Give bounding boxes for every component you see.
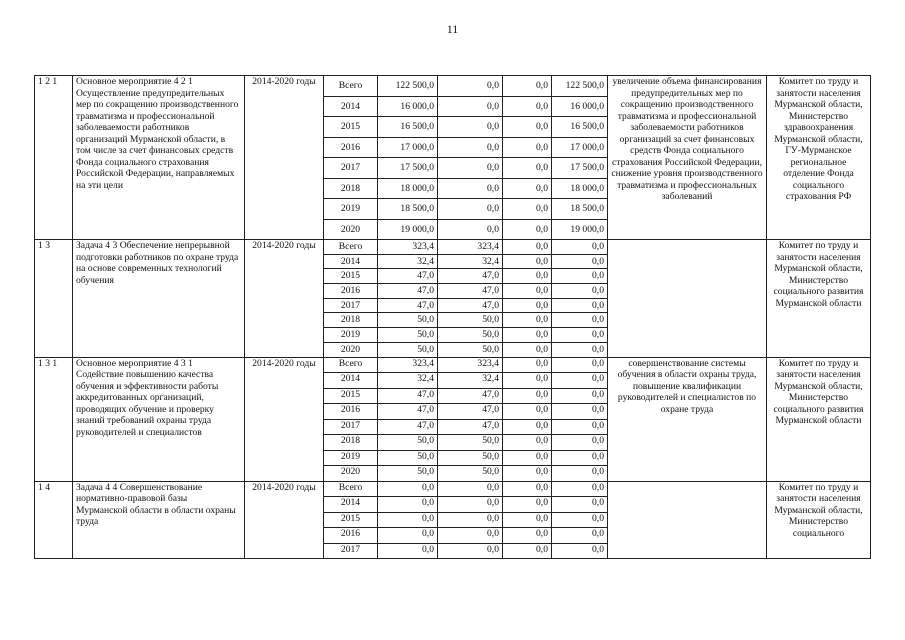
value-other: 0,0 bbox=[552, 298, 608, 313]
value-regional: 47,0 bbox=[438, 298, 503, 313]
value-total: 32,4 bbox=[378, 254, 438, 269]
value-other: 0,0 bbox=[552, 269, 608, 284]
value-total: 17 000,0 bbox=[378, 137, 438, 158]
value-other: 0,0 bbox=[552, 543, 608, 559]
value-total: 47,0 bbox=[378, 284, 438, 299]
value-regional: 0,0 bbox=[438, 199, 503, 220]
year-cell: 2019 bbox=[324, 450, 378, 466]
year-cell: Всего bbox=[324, 76, 378, 97]
value-regional: 0,0 bbox=[438, 76, 503, 97]
value-regional: 0,0 bbox=[438, 543, 503, 559]
row-number: 1 3 1 bbox=[35, 357, 73, 481]
year-cell: 2018 bbox=[324, 435, 378, 451]
value-other: 0,0 bbox=[552, 357, 608, 373]
table-row bbox=[35, 76, 871, 97]
value-regional: 0,0 bbox=[438, 178, 503, 199]
year-cell: Всего bbox=[324, 481, 378, 497]
value-total: 47,0 bbox=[378, 419, 438, 435]
row-number: 1 2 1 bbox=[35, 76, 73, 240]
year-cell: 2016 bbox=[324, 137, 378, 158]
value-federal: 0,0 bbox=[503, 254, 552, 269]
value-regional: 32,4 bbox=[438, 254, 503, 269]
value-regional: 47,0 bbox=[438, 284, 503, 299]
value-regional: 47,0 bbox=[438, 269, 503, 284]
value-other: 16 000,0 bbox=[552, 96, 608, 117]
value-total: 50,0 bbox=[378, 466, 438, 482]
value-federal: 0,0 bbox=[503, 497, 552, 513]
value-total: 0,0 bbox=[378, 543, 438, 559]
value-other: 0,0 bbox=[552, 466, 608, 482]
year-cell: 2017 bbox=[324, 543, 378, 559]
value-federal: 0,0 bbox=[503, 96, 552, 117]
value-total: 17 500,0 bbox=[378, 158, 438, 179]
value-other: 0,0 bbox=[552, 450, 608, 466]
period-cell: 2014-2020 годы bbox=[245, 357, 324, 481]
value-total: 50,0 bbox=[378, 450, 438, 466]
year-cell: 2017 bbox=[324, 158, 378, 179]
year-cell: 2014 bbox=[324, 96, 378, 117]
value-other: 0,0 bbox=[552, 512, 608, 528]
value-total: 47,0 bbox=[378, 404, 438, 420]
year-cell: 2017 bbox=[324, 419, 378, 435]
value-other: 0,0 bbox=[552, 388, 608, 404]
value-total: 323,4 bbox=[378, 357, 438, 373]
value-federal: 0,0 bbox=[503, 284, 552, 299]
value-total: 122 500,0 bbox=[378, 76, 438, 97]
value-other: 0,0 bbox=[552, 342, 608, 357]
value-other: 122 500,0 bbox=[552, 76, 608, 97]
period-cell: 2014-2020 годы bbox=[245, 240, 324, 358]
value-regional: 47,0 bbox=[438, 419, 503, 435]
value-federal: 0,0 bbox=[503, 419, 552, 435]
value-total: 0,0 bbox=[378, 528, 438, 544]
value-regional: 0,0 bbox=[438, 512, 503, 528]
value-total: 47,0 bbox=[378, 298, 438, 313]
value-regional: 50,0 bbox=[438, 466, 503, 482]
year-cell: Всего bbox=[324, 240, 378, 255]
value-regional: 50,0 bbox=[438, 313, 503, 328]
executor-cell: Комитет по труду и занятости населения Мурманской области, Министерство социального развития Мурманской области bbox=[767, 240, 871, 358]
value-federal: 0,0 bbox=[503, 298, 552, 313]
executor-cell: Комитет по труду и занятости населения Мурманской области, Министерство здравоохранения Мурманской области, ГУ-Мурманское региональное отделение Фонда социального страхования РФ bbox=[767, 76, 871, 240]
value-federal: 0,0 bbox=[503, 178, 552, 199]
year-cell: 2014 bbox=[324, 373, 378, 389]
program-table bbox=[34, 75, 871, 559]
value-regional: 0,0 bbox=[438, 117, 503, 138]
executor-cell: Комитет по труду и занятости населения Мурманской области, Министерство социального bbox=[767, 481, 871, 559]
value-regional: 32,4 bbox=[438, 373, 503, 389]
year-cell: 2015 bbox=[324, 512, 378, 528]
value-total: 19 000,0 bbox=[378, 219, 438, 240]
value-federal: 0,0 bbox=[503, 435, 552, 451]
year-cell: 2018 bbox=[324, 313, 378, 328]
value-federal: 0,0 bbox=[503, 481, 552, 497]
value-total: 47,0 bbox=[378, 269, 438, 284]
row-number: 1 4 bbox=[35, 481, 73, 559]
measure-name: Задача 4 3 Обеспечение непрерывной подготовки работников по охране труда на основе современных технологий обучения bbox=[73, 240, 245, 358]
measure-name: Основное мероприятие 4 2 1 Осуществление предупредительных мер по сокращению производственного травматизма и профессиональной заболеваемости работников организаций Мурманской области, в том числе за счет финансовых средств Фонда социального страхования Российской Федерации, направляемых на эти цели bbox=[73, 76, 245, 240]
value-federal: 0,0 bbox=[503, 137, 552, 158]
value-federal: 0,0 bbox=[503, 543, 552, 559]
year-cell: 2016 bbox=[324, 284, 378, 299]
value-regional: 0,0 bbox=[438, 96, 503, 117]
value-other: 18 500,0 bbox=[552, 199, 608, 220]
value-other: 0,0 bbox=[552, 528, 608, 544]
value-regional: 0,0 bbox=[438, 158, 503, 179]
value-regional: 0,0 bbox=[438, 497, 503, 513]
value-total: 18 000,0 bbox=[378, 178, 438, 199]
value-regional: 47,0 bbox=[438, 404, 503, 420]
value-other: 0,0 bbox=[552, 254, 608, 269]
value-other: 0,0 bbox=[552, 435, 608, 451]
value-federal: 0,0 bbox=[503, 199, 552, 220]
value-total: 47,0 bbox=[378, 388, 438, 404]
value-total: 50,0 bbox=[378, 328, 438, 343]
value-total: 0,0 bbox=[378, 481, 438, 497]
year-cell: 2015 bbox=[324, 269, 378, 284]
value-federal: 0,0 bbox=[503, 388, 552, 404]
year-cell: 2019 bbox=[324, 328, 378, 343]
value-other: 0,0 bbox=[552, 497, 608, 513]
value-total: 323,4 bbox=[378, 240, 438, 255]
measure-name: Основное мероприятие 4 3 1 Содействие повышению качества обучения и эффективности работы аккредитованных организаций, проводящих обучение и проверку знаний требований охраны труда руководителей и специалистов bbox=[73, 357, 245, 481]
table-row bbox=[35, 240, 871, 255]
year-cell: Всего bbox=[324, 357, 378, 373]
value-other: 17 000,0 bbox=[552, 137, 608, 158]
value-other: 0,0 bbox=[552, 240, 608, 255]
value-regional: 0,0 bbox=[438, 528, 503, 544]
value-regional: 0,0 bbox=[438, 137, 503, 158]
value-regional: 50,0 bbox=[438, 342, 503, 357]
value-total: 50,0 bbox=[378, 435, 438, 451]
value-federal: 0,0 bbox=[503, 357, 552, 373]
value-other: 0,0 bbox=[552, 373, 608, 389]
year-cell: 2017 bbox=[324, 298, 378, 313]
expected-result: увеличение объема финансирования предупредительных мер по сокращению производственного травматизма и профессиональной заболеваемости работников организаций за счет финансовых средств Фонда социального страхования Российской Федерации, снижение уровня производственного травматизма и профессиональных заболеваний bbox=[608, 76, 767, 240]
value-regional: 0,0 bbox=[438, 219, 503, 240]
value-other: 18 000,0 bbox=[552, 178, 608, 199]
expected-result: совершенствование системы обучения в области охраны труда, повышение квалификации руководителей и специалистов по охране труда bbox=[608, 357, 767, 481]
value-regional: 323,4 bbox=[438, 357, 503, 373]
value-other: 16 500,0 bbox=[552, 117, 608, 138]
value-total: 50,0 bbox=[378, 313, 438, 328]
value-federal: 0,0 bbox=[503, 450, 552, 466]
year-cell: 2020 bbox=[324, 466, 378, 482]
year-cell: 2016 bbox=[324, 404, 378, 420]
year-cell: 2015 bbox=[324, 388, 378, 404]
period-cell: 2014-2020 годы bbox=[245, 76, 324, 240]
value-federal: 0,0 bbox=[503, 404, 552, 420]
row-number: 1 3 bbox=[35, 240, 73, 358]
value-total: 50,0 bbox=[378, 342, 438, 357]
period-cell: 2014-2020 годы bbox=[245, 481, 324, 559]
value-other: 0,0 bbox=[552, 284, 608, 299]
value-other: 0,0 bbox=[552, 419, 608, 435]
value-other: 0,0 bbox=[552, 328, 608, 343]
value-total: 18 500,0 bbox=[378, 199, 438, 220]
value-federal: 0,0 bbox=[503, 512, 552, 528]
value-regional: 323,4 bbox=[438, 240, 503, 255]
value-federal: 0,0 bbox=[503, 466, 552, 482]
measure-name: Задача 4 4 Совершенствование нормативно-правовой базы Мурманской области в области охраны труда bbox=[73, 481, 245, 559]
value-other: 0,0 bbox=[552, 481, 608, 497]
value-regional: 50,0 bbox=[438, 328, 503, 343]
value-regional: 50,0 bbox=[438, 450, 503, 466]
value-regional: 50,0 bbox=[438, 435, 503, 451]
value-total: 0,0 bbox=[378, 512, 438, 528]
year-cell: 2018 bbox=[324, 178, 378, 199]
value-total: 16 500,0 bbox=[378, 117, 438, 138]
executor-cell: Комитет по труду и занятости населения Мурманской области, Министерство социального развития Мурманской области bbox=[767, 357, 871, 481]
year-cell: 2016 bbox=[324, 528, 378, 544]
table-row bbox=[35, 481, 871, 497]
expected-result bbox=[608, 481, 767, 559]
year-cell: 2020 bbox=[324, 342, 378, 357]
value-federal: 0,0 bbox=[503, 342, 552, 357]
year-cell: 2014 bbox=[324, 497, 378, 513]
value-federal: 0,0 bbox=[503, 219, 552, 240]
value-federal: 0,0 bbox=[503, 528, 552, 544]
table-row bbox=[35, 357, 871, 373]
expected-result bbox=[608, 240, 767, 358]
value-federal: 0,0 bbox=[503, 313, 552, 328]
value-other: 0,0 bbox=[552, 313, 608, 328]
value-federal: 0,0 bbox=[503, 76, 552, 97]
value-total: 32,4 bbox=[378, 373, 438, 389]
year-cell: 2019 bbox=[324, 199, 378, 220]
year-cell: 2015 bbox=[324, 117, 378, 138]
value-total: 0,0 bbox=[378, 497, 438, 513]
value-federal: 0,0 bbox=[503, 117, 552, 138]
value-regional: 0,0 bbox=[438, 481, 503, 497]
value-regional: 47,0 bbox=[438, 388, 503, 404]
value-other: 17 500,0 bbox=[552, 158, 608, 179]
value-total: 16 000,0 bbox=[378, 96, 438, 117]
value-other: 0,0 bbox=[552, 404, 608, 420]
value-federal: 0,0 bbox=[503, 328, 552, 343]
value-federal: 0,0 bbox=[503, 269, 552, 284]
year-cell: 2014 bbox=[324, 254, 378, 269]
value-federal: 0,0 bbox=[503, 240, 552, 255]
value-federal: 0,0 bbox=[503, 373, 552, 389]
page-number: 11 bbox=[446, 22, 459, 36]
value-federal: 0,0 bbox=[503, 158, 552, 179]
value-other: 19 000,0 bbox=[552, 219, 608, 240]
year-cell: 2020 bbox=[324, 219, 378, 240]
